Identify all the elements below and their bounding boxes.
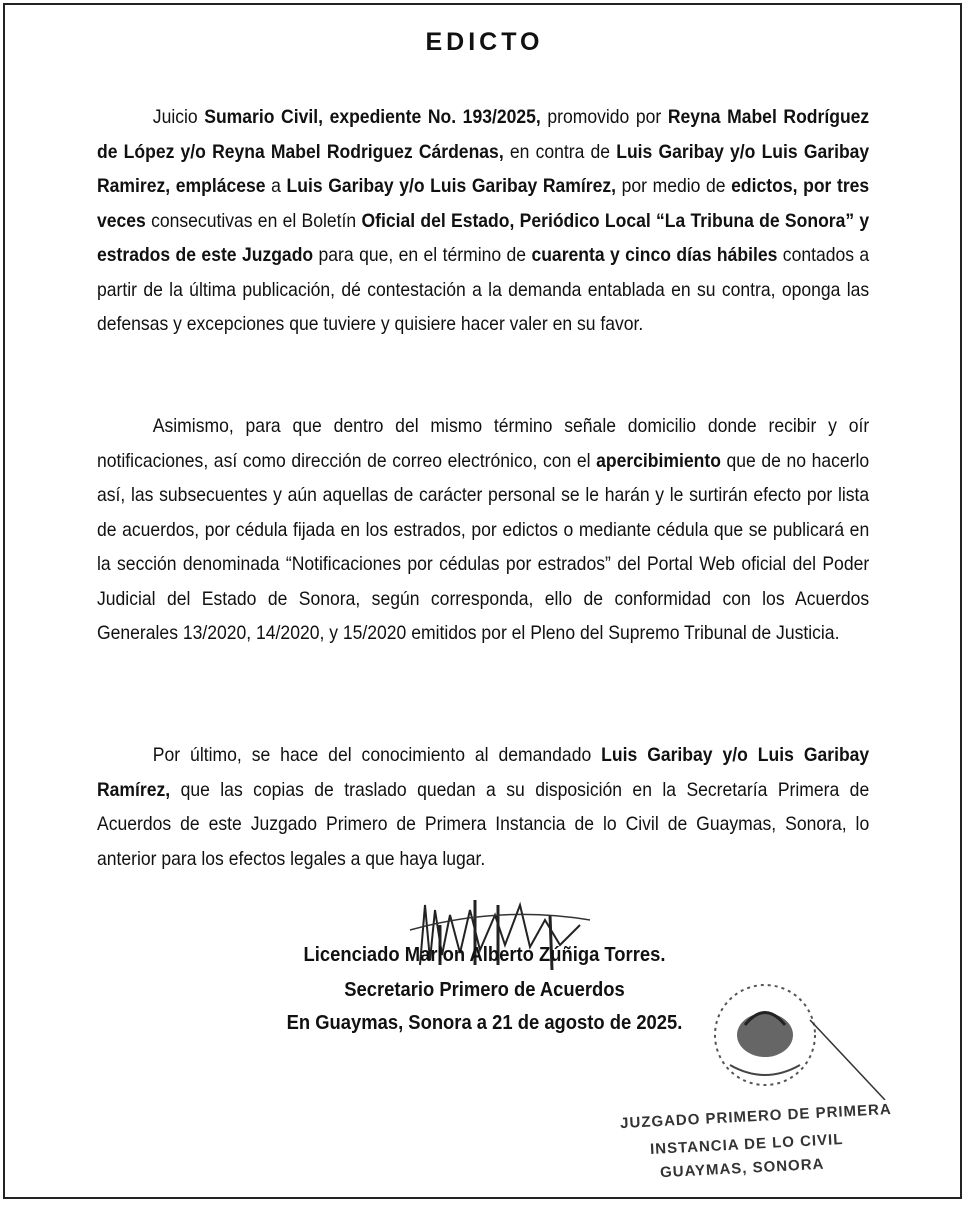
seal-text-line-3: GUAYMAS, SONORA [659,1155,825,1182]
text: Asimismo, para que dentro del mismo término señale domicilio donde recibir y oír notificaciones, así como dirección de correo electrónico, con el [97,415,870,472]
text: promovido por [540,106,668,128]
text: Por último, se hace del conocimiento al demandado [152,744,602,766]
warning-term: apercibimiento [596,449,721,472]
case-number: Sumario Civil, expediente No. 193/2025, [204,106,541,128]
text: en contra de [503,140,617,163]
text: consecutivas en el Boletín [145,209,362,232]
text: por medio de [616,175,732,197]
text: que de no hacerlo así, las subsecuentes y aún aquellas de carácter personal se le harán y le surtirán efecto por lista de acuerdos, por cédula fijada en los estrados, por edictos o mediante cédula que se publicará en la sección denominada “Notificaciones por cédulas por estrados” del Portal Web oficial del Poder Judicial del Estado de Sonora, según corresponda, ello de conformidad con los Acuerdos Generales 13/2020, 14/2020, y 15/2020 emitidos por el Pleno del Supremo Tribunal de Justicia. [97,449,870,644]
document-title: EDICTO [425,28,544,56]
text: para que, en el término de [313,244,532,266]
paragraph-notifications [97,409,869,651]
defendant-name: Luis Garibay y/o Luis Garibay Ramirez, emplácese [97,140,870,197]
paragraph-copies [97,738,869,876]
defendant-name-2: Luis Garibay y/o Luis Garibay Ramírez, [286,175,617,197]
deadline: cuarenta y cinco días hábiles [531,244,778,266]
text: contados a partir de la última publicación, dé contestación a la demanda entablada en su contra, oponga las defensas y excepciones que tuviere y quisiere hacer valer en su favor. [97,244,870,335]
text: que las copias de traslado quedan a su disposición en la Secretaría Primera de Acuerdos de este Juzgado Primero de Primera Instancia de lo Civil de Guaymas, Sonora, lo anterior para los efectos legales a que haya lugar. [97,778,870,870]
text: a [265,175,287,197]
court-seal-emblem [690,980,890,1100]
signer-position: Secretario Primero de Acuerdos [344,979,625,1001]
edict-frequency: edictos, por tres veces [97,175,870,232]
signer-name: Licenciado Marlon Alberto Zúñiga Torres. [303,944,666,966]
publication-venues: Oficial del Estado, Periódico Local “La Tribuna de Sonora” y estrados de este Juzgado [97,209,870,266]
seal-text-line-2: INSTANCIA DE LO CIVIL [649,1130,844,1159]
plaintiff-name: Reyna Mabel Rodríguez de López y/o Reyna Mabel Rodriguez Cárdenas, [97,106,870,163]
text: Juicio [152,106,205,128]
defendant-name-3: Luis Garibay y/o Luis Garibay Ramírez, [97,744,870,801]
seal-text-line-1: JUZGADO PRIMERO DE PRIMERA [619,1100,893,1133]
place-date: En Guaymas, Sonora a 21 de agosto de 2025. [286,1012,683,1034]
paragraph-summons [97,100,869,342]
